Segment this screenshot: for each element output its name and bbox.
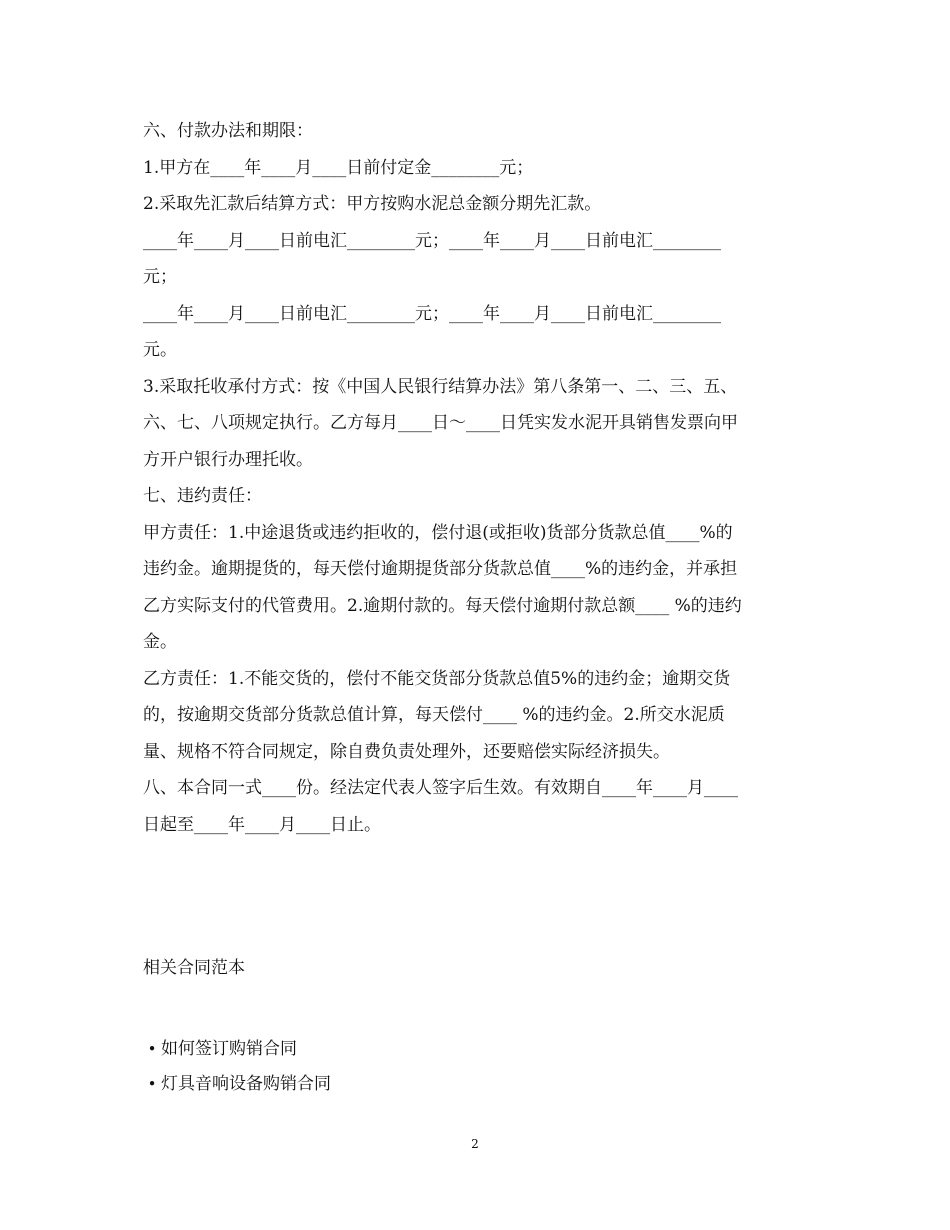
text-line: 2.采取先汇款后结算方式：甲方按购水泥总金额分期先汇款。 [143,194,602,214]
related-contracts-list [143,1032,783,1102]
text-line: 八、本合同一式____份。经法定代表人签字后生效。有效期自____年____月____ [143,778,738,798]
text-line: 元； [143,267,177,287]
text-line: ____年____月____日前电汇________元；____年____月____日前电汇________ [143,230,721,251]
text-line: 日起至____年____月____日止。 [143,814,381,835]
text-line: 1.甲方在____年____月____日前付定金________元； [143,157,534,178]
text-line: 六、七、八项规定执行。乙方每月____日～____日凭实发水泥开具销售发票向甲 [143,413,738,433]
text-line: 元。 [143,340,177,360]
text-line: 违约金。逾期提货的，每天偿付逾期提货部分货款总值____%的违约金，并承担 [143,559,738,579]
text-line: 量、规格不符合同规定，除自费负责处理外，还要赔偿实际经济损失。 [143,741,670,762]
related-contract-link[interactable] [143,1067,783,1102]
text-line: 3.采取托收承付方式：按《中国人民银行结算办法》第八条第一、二、三、五、 [143,376,738,397]
bullet-icon: • [147,1040,157,1058]
related-contract-label: 如何签订购销合同 [161,1039,297,1059]
text-line: 乙方责任：1.不能交货的，偿付不能交货部分货款总值5%的违约金；逾期交货 [143,668,731,689]
text-line: 乙方实际支付的代管费用。2.逾期付款的。每天偿付逾期付款总额____ %的违约 [143,595,742,616]
bullet-icon: • [147,1075,157,1093]
related-contracts-section [143,950,783,1102]
text-line: 甲方责任：1.中途退货或违约拒收的，偿付退(或拒收)货部分货款总值____%的 [143,522,733,543]
contract-body [143,113,783,843]
text-line: 金。 [143,632,177,652]
text-line: 方开户银行办理托收。 [143,449,313,470]
text-line: 的，按逾期交货部分货款总值计算，每天偿付____ %的违约金。2.所交水泥质 [143,705,725,725]
related-contract-label: 灯具音响设备购销合同 [161,1074,331,1094]
text-line: 六、付款办法和期限： [143,121,313,141]
text-line: ____年____月____日前电汇________元；____年____月____日前电汇________ [143,303,721,324]
text-line: 七、违约责任： [143,486,262,506]
related-contract-link[interactable] [143,1032,783,1067]
page-number: 2 [471,1137,479,1151]
related-contracts-title: 相关合同范本 [143,958,245,978]
